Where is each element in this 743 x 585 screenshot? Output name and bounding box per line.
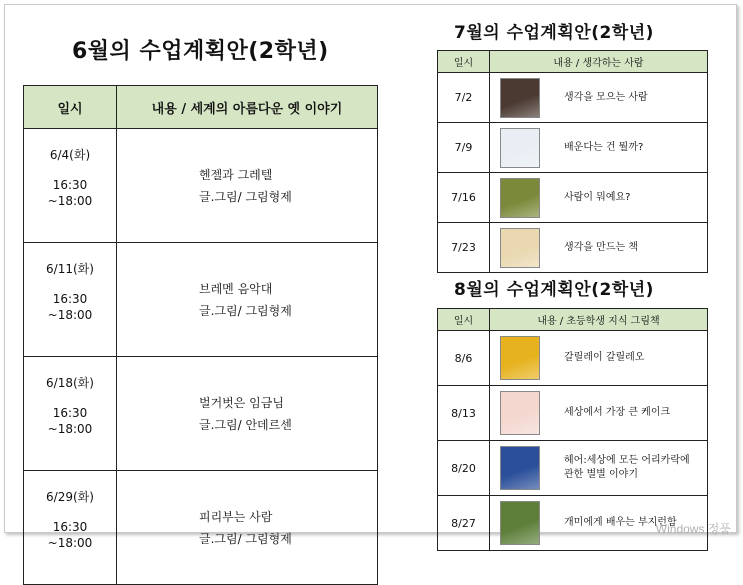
july-header-row [438,51,708,73]
book-author: 글.그림/ 그림형제 [199,303,292,318]
date-cell [24,357,117,471]
july-header-date: 일시 [438,51,490,73]
lesson-date: 8/20 [438,441,490,496]
july-plan-title: 7월의 수업계획안(2학년) [454,23,654,43]
book-title-line: 갈릴레이 갈릴레오 [564,352,645,363]
table-row [438,223,708,273]
book-title: 피리부는 사람 [199,509,273,524]
book-cell [490,331,708,386]
table-row [24,471,378,585]
lesson-time-start: 16:30 [52,520,88,534]
table-row [438,73,708,123]
book-title: 생각을 만드는 책 [564,241,638,253]
table-row [438,173,708,223]
july-header-content: 내용 / 생각하는 사람 [490,51,708,73]
book-cell [490,441,708,496]
book-title: 배운다는 건 뭘까? [564,141,644,153]
book-cell [490,386,708,441]
lesson-time-end: ~18:00 [47,194,93,208]
book-author: 글.그림/ 그림형제 [199,531,292,546]
book-title: 사람이 뭐예요? [564,191,631,203]
book-title-line: 헤어:세상에 모든 어리카락에 [564,455,690,466]
june-plan-title: 6월의 수업계획안(2학년) [72,39,329,64]
lesson-date: 6/29(화) [46,490,94,504]
book-cover-image [500,391,540,435]
lesson-date: 6/4(화) [49,148,91,162]
june-header-content: 내용 / 세계의 아름다운 옛 이야기 [117,86,378,129]
lesson-time-start: 16:30 [52,292,88,306]
august-plan-table [437,308,708,551]
book-title: 헨젤과 그레텔 [199,167,273,182]
june-header-date: 일시 [24,86,117,129]
august-plan-title: 8월의 수업계획안(2학년) [454,280,654,300]
table-row [438,331,708,386]
content-cell [117,243,378,357]
august-header-content: 내용 / 초등학생 지식 그림책 [490,309,708,331]
lesson-time-start: 16:30 [52,178,88,192]
book-title-line: 세상에서 가장 큰 케이크 [564,407,671,418]
book-title: 벌거벗은 임금님 [199,395,284,410]
book-title [564,406,670,420]
windows-watermark: Windows 정품 [655,522,731,536]
june-plan-table [23,85,378,585]
book-title [564,454,690,482]
book-cover-image [500,178,540,218]
book-cover-image [500,501,540,545]
june-header-row [24,86,378,129]
book-title-line: 개미에게 배우는 부지런함 [564,517,677,528]
lesson-date: 8/27 [438,496,490,551]
table-row [24,357,378,471]
book-author: 글.그림/ 그림형제 [199,189,292,204]
book-title-line: 관한 별별 이야기 [564,469,638,480]
book-title: 생각을 모으는 사람 [564,91,648,103]
date-cell [24,471,117,585]
book-cell [490,73,708,123]
table-row [24,129,378,243]
lesson-date: 7/2 [438,73,490,123]
content-cell [117,129,378,243]
lesson-date: 7/23 [438,223,490,273]
lesson-date: 8/6 [438,331,490,386]
lesson-time-end: ~18:00 [47,536,93,550]
date-cell [24,243,117,357]
table-row [438,441,708,496]
table-row [438,386,708,441]
content-cell [117,357,378,471]
content-cell [117,471,378,585]
book-cover-image [500,78,540,118]
book-cover-image [500,336,540,380]
table-row [24,243,378,357]
book-title: 브레멘 음악대 [199,281,273,296]
lesson-time-end: ~18:00 [47,422,93,436]
lesson-date: 8/13 [438,386,490,441]
book-cover-image [500,228,540,268]
book-cell [490,173,708,223]
august-header-date: 일시 [438,309,490,331]
lesson-date: 6/18(화) [46,376,94,390]
july-plan-table [437,50,708,273]
table-row [438,123,708,173]
date-cell [24,129,117,243]
lesson-time-start: 16:30 [52,406,88,420]
book-cover-image [500,128,540,168]
book-cover-image [500,446,540,490]
august-header-row [438,309,708,331]
lesson-date: 7/16 [438,173,490,223]
lesson-date: 6/11(화) [46,262,94,276]
lesson-date: 7/9 [438,123,490,173]
book-title [564,351,644,365]
book-cell [490,123,708,173]
lesson-time-end: ~18:00 [47,308,93,322]
book-author: 글.그림/ 안데르센 [199,417,292,432]
book-cell [490,223,708,273]
